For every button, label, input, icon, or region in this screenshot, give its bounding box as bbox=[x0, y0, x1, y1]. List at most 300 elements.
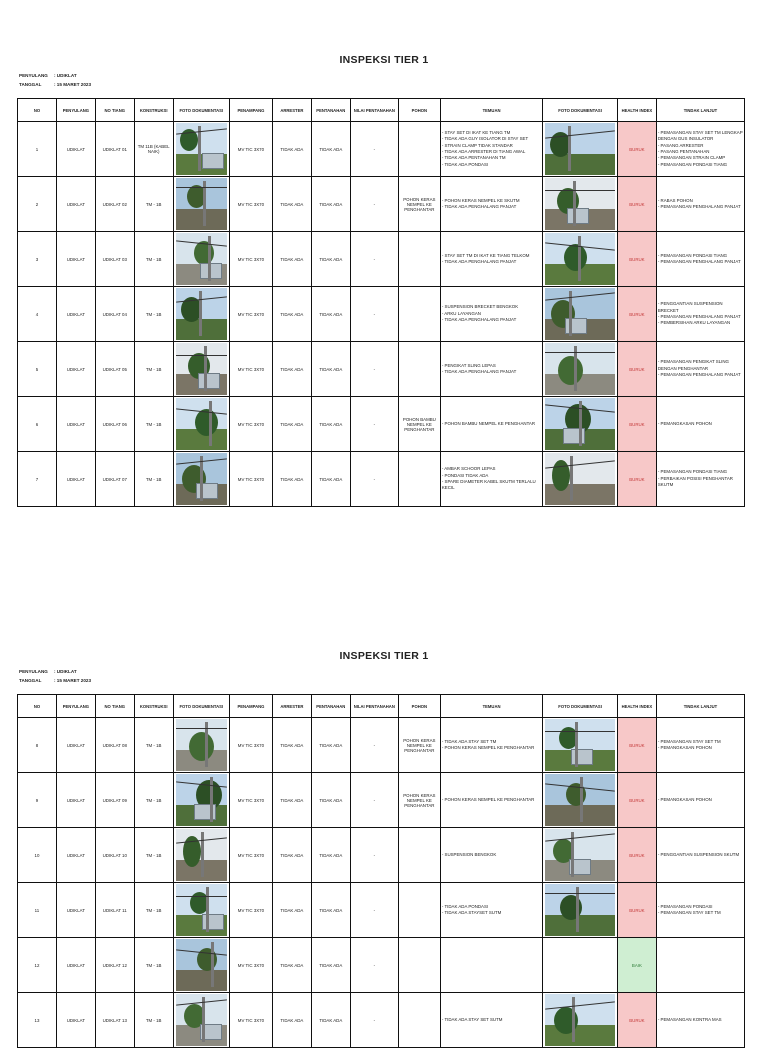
health-index-value: BURUK bbox=[629, 421, 645, 427]
tree-cell bbox=[398, 993, 440, 1048]
findings-cell-line: - SUSPENSION BENGKOK bbox=[441, 851, 497, 857]
follow-up-cell-line: - PASANG ARRESTER bbox=[657, 142, 704, 148]
tanggal-label: TANGGAL bbox=[19, 678, 42, 683]
tanggal-value: : 15 MARET 2023 bbox=[54, 678, 92, 683]
follow-up-cell bbox=[656, 938, 744, 993]
photo-cell bbox=[173, 287, 229, 342]
tree-cell: POHON KERAS NEMPEL KE PENGHANTAR bbox=[398, 718, 440, 773]
photo-cell bbox=[173, 828, 229, 883]
photo-cell bbox=[543, 287, 618, 342]
follow-up-cell-line: - PEMASANGAN PONDASI TIANG bbox=[657, 252, 728, 258]
findings-cell-line: - TIDAK ADA PONDASI bbox=[441, 903, 489, 909]
pole-number-cell: UDIKLAT 03 bbox=[95, 232, 134, 287]
column-header: NO bbox=[18, 99, 57, 122]
findings-cell-line: - PONDASI TIDAK ADA bbox=[441, 472, 489, 478]
follow-up-cell-line: - PEMASANGAN PONDASI bbox=[657, 903, 713, 909]
inspection-table bbox=[17, 98, 745, 507]
grounding-cell: TIDAK ADA bbox=[311, 773, 350, 828]
grounding-value-cell: - bbox=[350, 993, 398, 1048]
findings-cell-line: - TIDAK ADA GUY ISOLATOR DI STAY SET bbox=[441, 136, 529, 142]
column-header: NO TIANG bbox=[95, 695, 134, 718]
arrester-cell: TIDAK ADA bbox=[272, 342, 311, 397]
documentation-photo bbox=[545, 178, 615, 230]
follow-up-cell-line: - PEMASANGAN KONTRA MAS bbox=[657, 1016, 722, 1022]
construction-cell: TM - 1B bbox=[134, 883, 173, 938]
health-index-cell bbox=[617, 342, 656, 397]
documentation-photo bbox=[176, 398, 227, 450]
construction-cell: TM - 1B bbox=[134, 342, 173, 397]
grounding-cell: TIDAK ADA bbox=[311, 938, 350, 993]
documentation-photo bbox=[176, 178, 227, 230]
photo-cell bbox=[173, 342, 229, 397]
photo-cell bbox=[173, 993, 229, 1048]
documentation-photo bbox=[545, 884, 615, 936]
column-header: KONSTRUKSI bbox=[134, 99, 173, 122]
table-row bbox=[18, 938, 745, 993]
column-header: HEALTH INDEX bbox=[617, 695, 656, 718]
column-header: PENTANAHAN bbox=[311, 99, 350, 122]
grounding-value-cell: - bbox=[350, 397, 398, 452]
arrester-cell: TIDAK ADA bbox=[272, 177, 311, 232]
row-number: 7 bbox=[18, 452, 57, 507]
column-header: NO bbox=[18, 695, 57, 718]
follow-up-cell-line: - PEMASANGAN STAY SET TM bbox=[657, 738, 721, 744]
grounding-cell: TIDAK ADA bbox=[311, 718, 350, 773]
health-index-cell bbox=[617, 828, 656, 883]
photo-cell bbox=[543, 773, 618, 828]
tree-cell: POHON KERAS NEMPEL KE PENGHANTAR bbox=[398, 177, 440, 232]
column-header: TEMUAN bbox=[440, 695, 542, 718]
cross-section-cell: MV TIC 3X70 bbox=[229, 287, 272, 342]
pole-number-cell: UDIKLAT 12 bbox=[95, 938, 134, 993]
arrester-cell: TIDAK ADA bbox=[272, 232, 311, 287]
documentation-photo bbox=[176, 123, 227, 175]
follow-up-cell-line: - PEMANGKASAN POHON bbox=[657, 420, 712, 426]
photo-cell bbox=[543, 177, 618, 232]
health-index-cell bbox=[617, 883, 656, 938]
tree-cell bbox=[398, 342, 440, 397]
grounding-cell: TIDAK ADA bbox=[311, 342, 350, 397]
cross-section-cell: MV TIC 3X70 bbox=[229, 397, 272, 452]
penyulang-cell: UDIKLAT bbox=[56, 718, 95, 773]
tree-cell: POHON KERAS NEMPEL KE PENGHANTAR bbox=[398, 773, 440, 828]
health-index-cell bbox=[617, 177, 656, 232]
penyulang-value: : UDIKLAT bbox=[54, 73, 77, 78]
construction-cell: TM - 1B bbox=[134, 287, 173, 342]
row-number: 4 bbox=[18, 287, 57, 342]
pole-number-cell: UDIKLAT 02 bbox=[95, 177, 134, 232]
findings-cell-line: - ARKU LAYANGAN bbox=[441, 310, 481, 316]
findings-cell-line: - TIDAK ADA PENGHALANG PANJAT bbox=[441, 369, 517, 374]
documentation-photo bbox=[176, 719, 227, 771]
findings-cell-line: - POHON BAMBU NEMPEL KE PENGHANTAR bbox=[441, 420, 536, 426]
tree-cell bbox=[398, 452, 440, 507]
health-index-cell bbox=[617, 232, 656, 287]
findings-cell-line: - TIDAK ADA PENGHALANG PANJAT bbox=[441, 204, 517, 209]
penyulang-cell: UDIKLAT bbox=[56, 177, 95, 232]
column-header: FOTO DOKUMENTASI bbox=[173, 695, 229, 718]
follow-up-cell bbox=[656, 232, 744, 287]
photo-cell bbox=[543, 122, 618, 177]
column-header: TINDAK LANJUT bbox=[656, 695, 744, 718]
documentation-photo bbox=[545, 774, 615, 826]
cross-section-cell: MV TIC 3X70 bbox=[229, 883, 272, 938]
arrester-cell: TIDAK ADA bbox=[272, 452, 311, 507]
findings-cell bbox=[440, 452, 542, 507]
tanggal-label: TANGGAL bbox=[19, 82, 42, 87]
findings-cell bbox=[440, 993, 542, 1048]
grounding-cell: TIDAK ADA bbox=[311, 397, 350, 452]
penyulang-cell: UDIKLAT bbox=[56, 452, 95, 507]
photo-cell bbox=[173, 232, 229, 287]
construction-cell: TM - 1B bbox=[134, 773, 173, 828]
pole-number-cell: UDIKLAT 01 bbox=[95, 122, 134, 177]
report-title: INSPEKSI TIER 1 bbox=[339, 54, 429, 66]
table-row bbox=[18, 342, 745, 397]
findings-cell-line: - TIDAK ADA PENGHALANG PANJAT bbox=[441, 259, 517, 264]
follow-up-cell-line: - PERBAIKAN POSISI PENGHANTAR SKUTM bbox=[657, 475, 733, 488]
column-header: PENAMPANG bbox=[229, 99, 272, 122]
documentation-photo bbox=[545, 288, 615, 340]
construction-cell: TM - 1B bbox=[134, 718, 173, 773]
penyulang-cell: UDIKLAT bbox=[56, 883, 95, 938]
penyulang-meta bbox=[19, 669, 77, 674]
table-row bbox=[18, 287, 745, 342]
row-number: 5 bbox=[18, 342, 57, 397]
construction-cell: TM - 1B bbox=[134, 828, 173, 883]
row-number: 12 bbox=[18, 938, 57, 993]
construction-cell: TM - 1B bbox=[134, 232, 173, 287]
grounding-cell: TIDAK ADA bbox=[311, 828, 350, 883]
findings-cell-line: - PENGIKAT SLING LEPAS bbox=[441, 362, 496, 368]
grounding-value-cell: - bbox=[350, 452, 398, 507]
findings-cell bbox=[440, 287, 542, 342]
column-header: POHON bbox=[398, 695, 440, 718]
findings-cell bbox=[440, 718, 542, 773]
grounding-value-cell: - bbox=[350, 938, 398, 993]
arrester-cell: TIDAK ADA bbox=[272, 718, 311, 773]
arrester-cell: TIDAK ADA bbox=[272, 828, 311, 883]
grounding-value-cell: - bbox=[350, 122, 398, 177]
health-index-value: BURUK bbox=[629, 852, 645, 858]
column-header: FOTO DOKUMENTASI bbox=[173, 99, 229, 122]
row-number: 8 bbox=[18, 718, 57, 773]
tanggal-meta bbox=[19, 678, 91, 683]
cross-section-cell: MV TIC 3X70 bbox=[229, 773, 272, 828]
tree-cell bbox=[398, 287, 440, 342]
tree-cell bbox=[398, 938, 440, 993]
documentation-photo bbox=[176, 829, 227, 881]
column-header: PENTANAHAN bbox=[311, 695, 350, 718]
follow-up-cell bbox=[656, 452, 744, 507]
findings-cell bbox=[440, 177, 542, 232]
pole-number-cell: UDIKLAT 08 bbox=[95, 718, 134, 773]
table-header-row bbox=[18, 99, 745, 122]
health-index-cell bbox=[617, 993, 656, 1048]
row-number: 10 bbox=[18, 828, 57, 883]
findings-cell-line: - TIDAK ADA PONDASI bbox=[441, 161, 489, 167]
documentation-photo bbox=[176, 994, 227, 1046]
photo-cell bbox=[543, 938, 618, 993]
cross-section-cell: MV TIC 3X70 bbox=[229, 177, 272, 232]
construction-cell: TM - 1B bbox=[134, 397, 173, 452]
pole-number-cell: UDIKLAT 11 bbox=[95, 883, 134, 938]
arrester-cell: TIDAK ADA bbox=[272, 397, 311, 452]
photo-cell bbox=[543, 828, 618, 883]
arrester-cell: TIDAK ADA bbox=[272, 883, 311, 938]
pole-number-cell: UDIKLAT 13 bbox=[95, 993, 134, 1048]
grounding-value-cell: - bbox=[350, 342, 398, 397]
table-header-row bbox=[18, 695, 745, 718]
grounding-value-cell: - bbox=[350, 883, 398, 938]
grounding-cell: TIDAK ADA bbox=[311, 177, 350, 232]
photo-cell bbox=[173, 883, 229, 938]
row-number: 3 bbox=[18, 232, 57, 287]
row-number: 1 bbox=[18, 122, 57, 177]
health-index-cell bbox=[617, 452, 656, 507]
arrester-cell: TIDAK ADA bbox=[272, 993, 311, 1048]
column-header: FOTO DOKUMENTASI bbox=[543, 695, 618, 718]
column-header: TINDAK LANJUT bbox=[656, 99, 744, 122]
documentation-photo bbox=[545, 123, 615, 175]
column-header: FOTO DOKUMENTASI bbox=[543, 99, 618, 122]
table-row bbox=[18, 397, 745, 452]
health-index-value: BURUK bbox=[629, 742, 645, 748]
table-row bbox=[18, 828, 745, 883]
findings-cell-line: - TIDAK ADA PENTANAHAN TM bbox=[441, 155, 506, 161]
grounding-cell: TIDAK ADA bbox=[311, 122, 350, 177]
construction-cell: TM - 1B bbox=[134, 177, 173, 232]
health-index-value: BURUK bbox=[629, 311, 645, 317]
follow-up-cell-line: - PEMBERSIHAN ARKU LAYANGAN bbox=[657, 320, 731, 326]
follow-up-cell bbox=[656, 993, 744, 1048]
follow-up-cell bbox=[656, 718, 744, 773]
documentation-photo bbox=[176, 343, 227, 395]
tanggal-meta bbox=[19, 82, 91, 87]
cross-section-cell: MV TIC 3X70 bbox=[229, 993, 272, 1048]
documentation-photo bbox=[176, 939, 227, 991]
cross-section-cell: MV TIC 3X70 bbox=[229, 342, 272, 397]
health-index-value: BURUK bbox=[629, 256, 645, 262]
row-number: 13 bbox=[18, 993, 57, 1048]
report-page-2 bbox=[0, 596, 768, 1024]
documentation-photo bbox=[545, 719, 615, 771]
column-header: HEALTH INDEX bbox=[617, 99, 656, 122]
follow-up-cell-line: - PENGGANTIAN SUSPENSION BRECKET bbox=[657, 301, 723, 313]
health-index-cell bbox=[617, 397, 656, 452]
documentation-photo bbox=[545, 233, 615, 285]
follow-up-cell bbox=[656, 397, 744, 452]
findings-cell bbox=[440, 883, 542, 938]
grounding-value-cell: - bbox=[350, 828, 398, 883]
tree-cell bbox=[398, 828, 440, 883]
findings-cell-line: - STAY SET TM DI IKAT KE TIANG TELKOM bbox=[441, 252, 530, 258]
findings-cell-line: - TIDAK ADA STAY SET SUTM bbox=[441, 1016, 503, 1022]
construction-cell: TM - 1B bbox=[134, 452, 173, 507]
findings-cell bbox=[440, 232, 542, 287]
follow-up-cell-line: - PEMASANGAN PONDASI TIANG bbox=[657, 469, 728, 475]
column-header: NILAI PENTANAHAN bbox=[350, 695, 398, 718]
documentation-photo bbox=[545, 398, 615, 450]
health-index-cell bbox=[617, 122, 656, 177]
column-header: TEMUAN bbox=[440, 99, 542, 122]
penyulang-cell: UDIKLAT bbox=[56, 828, 95, 883]
column-header: POHON bbox=[398, 99, 440, 122]
table-row bbox=[18, 177, 745, 232]
photo-cell bbox=[543, 232, 618, 287]
table-row bbox=[18, 232, 745, 287]
documentation-photo bbox=[545, 343, 615, 395]
follow-up-cell-line: - RABAS POHON bbox=[657, 197, 693, 203]
grounding-value-cell: - bbox=[350, 177, 398, 232]
photo-cell bbox=[543, 452, 618, 507]
findings-cell-line: - POHON KERAS NEMPEL KE PENGHANTAR bbox=[441, 796, 535, 802]
findings-cell-line: - STAY SET DI IKAT KE TIANG TM bbox=[441, 129, 511, 135]
column-header: KONSTRUKSI bbox=[134, 695, 173, 718]
tree-cell: POHON BAMBU NEMPEL KE PENGHANTAR bbox=[398, 397, 440, 452]
documentation-photo bbox=[545, 829, 615, 881]
health-index-value: BURUK bbox=[629, 476, 645, 482]
findings-cell-line: - SPARE DIAMETER KABEL SKUTM TERLALU KECIL bbox=[441, 479, 536, 491]
findings-cell-line: - TIDAK ADA STAYSET SUTM bbox=[441, 910, 502, 915]
findings-cell-line: - TIDAK ADA PENGHALANG PANJAT bbox=[441, 317, 517, 323]
penyulang-label: PENYULANG bbox=[19, 669, 48, 674]
penyulang-cell: UDIKLAT bbox=[56, 232, 95, 287]
follow-up-cell bbox=[656, 287, 744, 342]
findings-cell bbox=[440, 342, 542, 397]
documentation-photo bbox=[545, 994, 615, 1046]
penyulang-meta bbox=[19, 73, 77, 78]
column-header: PENYULANG bbox=[56, 695, 95, 718]
penyulang-value: : UDIKLAT bbox=[54, 669, 77, 674]
cross-section-cell: MV TIC 3X70 bbox=[229, 122, 272, 177]
cross-section-cell: MV TIC 3X70 bbox=[229, 938, 272, 993]
column-header: ARRESTER bbox=[272, 695, 311, 718]
column-header: NO TIANG bbox=[95, 99, 134, 122]
construction-cell: TM 11B (KABEL NAIK) bbox=[134, 122, 173, 177]
grounding-cell: TIDAK ADA bbox=[311, 883, 350, 938]
documentation-photo bbox=[176, 453, 227, 505]
photo-cell bbox=[173, 718, 229, 773]
follow-up-cell bbox=[656, 773, 744, 828]
findings-cell-line: - POHON KERAS NEMPEL KE SKUTM bbox=[441, 197, 520, 203]
findings-cell bbox=[440, 773, 542, 828]
penyulang-label: PENYULANG bbox=[19, 73, 48, 78]
column-header: ARRESTER bbox=[272, 99, 311, 122]
row-number: 6 bbox=[18, 397, 57, 452]
health-index-value: BURUK bbox=[629, 146, 645, 152]
findings-cell bbox=[440, 122, 542, 177]
health-index-value: BURUK bbox=[629, 797, 645, 803]
health-index-cell bbox=[617, 773, 656, 828]
inspection-table bbox=[17, 694, 745, 1048]
follow-up-cell-line: - PEMASANGAN PENGHALANG PANJAT bbox=[657, 372, 741, 378]
penyulang-cell: UDIKLAT bbox=[56, 773, 95, 828]
findings-cell bbox=[440, 938, 542, 993]
health-index-cell bbox=[617, 718, 656, 773]
table-row bbox=[18, 883, 745, 938]
grounding-value-cell: - bbox=[350, 773, 398, 828]
cross-section-cell: MV TIC 3X70 bbox=[229, 452, 272, 507]
follow-up-cell bbox=[656, 828, 744, 883]
follow-up-cell bbox=[656, 883, 744, 938]
penyulang-cell: UDIKLAT bbox=[56, 122, 95, 177]
documentation-photo bbox=[176, 288, 227, 340]
health-index-cell bbox=[617, 287, 656, 342]
pole-number-cell: UDIKLAT 06 bbox=[95, 397, 134, 452]
follow-up-cell bbox=[656, 342, 744, 397]
arrester-cell: TIDAK ADA bbox=[272, 287, 311, 342]
tree-cell bbox=[398, 883, 440, 938]
arrester-cell: TIDAK ADA bbox=[272, 773, 311, 828]
grounding-cell: TIDAK ADA bbox=[311, 287, 350, 342]
construction-cell: TM - 1B bbox=[134, 938, 173, 993]
cross-section-cell: MV TIC 3X70 bbox=[229, 828, 272, 883]
follow-up-cell-line: - PASANG PENTANAHAN bbox=[657, 149, 710, 154]
table-row bbox=[18, 993, 745, 1048]
pole-number-cell: UDIKLAT 07 bbox=[95, 452, 134, 507]
photo-cell bbox=[173, 773, 229, 828]
follow-up-cell-line: - PEMANGKASAN POHON bbox=[657, 745, 712, 750]
follow-up-cell-line: - PEMASANGAN PENGHALANG PANJAT bbox=[657, 314, 741, 319]
photo-cell bbox=[543, 883, 618, 938]
pole-number-cell: UDIKLAT 05 bbox=[95, 342, 134, 397]
follow-up-cell-line: - PEMASANGAN PONDASI TIANG bbox=[657, 161, 728, 167]
documentation-photo bbox=[545, 453, 615, 505]
arrester-cell: TIDAK ADA bbox=[272, 938, 311, 993]
penyulang-cell: UDIKLAT bbox=[56, 342, 95, 397]
penyulang-cell: UDIKLAT bbox=[56, 938, 95, 993]
health-index-cell bbox=[617, 938, 656, 993]
findings-cell-line: - POHON KERAS NEMPEL KE PENGHANTAR bbox=[441, 745, 535, 750]
arrester-cell: TIDAK ADA bbox=[272, 122, 311, 177]
grounding-value-cell: - bbox=[350, 718, 398, 773]
findings-cell bbox=[440, 828, 542, 883]
findings-cell-line: - AMBAR SCHOOR LEPAS bbox=[441, 466, 496, 472]
pole-number-cell: UDIKLAT 09 bbox=[95, 773, 134, 828]
grounding-value-cell: - bbox=[350, 287, 398, 342]
follow-up-cell-line: - PEMASANGAN STRAIN CLAMP bbox=[657, 155, 726, 161]
grounding-cell: TIDAK ADA bbox=[311, 232, 350, 287]
tree-cell bbox=[398, 122, 440, 177]
column-header: NILAI PENTANAHAN bbox=[350, 99, 398, 122]
photo-cell bbox=[543, 718, 618, 773]
health-index-value: BAIK bbox=[631, 962, 642, 968]
table-row bbox=[18, 773, 745, 828]
photo-cell bbox=[173, 452, 229, 507]
penyulang-cell: UDIKLAT bbox=[56, 993, 95, 1048]
health-index-value: BURUK bbox=[629, 366, 645, 372]
photo-cell bbox=[543, 993, 618, 1048]
report-title: INSPEKSI TIER 1 bbox=[339, 650, 429, 662]
row-number: 11 bbox=[18, 883, 57, 938]
findings-cell-line: - STRAIN CLAMP TIDAK STANDAR bbox=[441, 142, 513, 148]
follow-up-cell-line: - PEMASANGAN PENGHALANG PANJAT bbox=[657, 204, 741, 209]
findings-cell bbox=[440, 397, 542, 452]
findings-cell-line: - TIDAK ADA ARRESTER DI TIANG AWAL bbox=[441, 149, 526, 154]
documentation-photo bbox=[176, 233, 227, 285]
photo-cell bbox=[173, 397, 229, 452]
row-number: 2 bbox=[18, 177, 57, 232]
grounding-cell: TIDAK ADA bbox=[311, 993, 350, 1048]
documentation-photo bbox=[176, 884, 227, 936]
column-header: PENAMPANG bbox=[229, 695, 272, 718]
construction-cell: TM - 1B bbox=[134, 993, 173, 1048]
table-row bbox=[18, 122, 745, 177]
findings-cell-line: - SUSPENSION BRECKET BENGKOK bbox=[441, 304, 519, 310]
table-row bbox=[18, 718, 745, 773]
follow-up-cell-line: - PEMASANGAN STAY SET TM LENGKAP DENGAN GUS INSULATOR bbox=[657, 129, 743, 142]
